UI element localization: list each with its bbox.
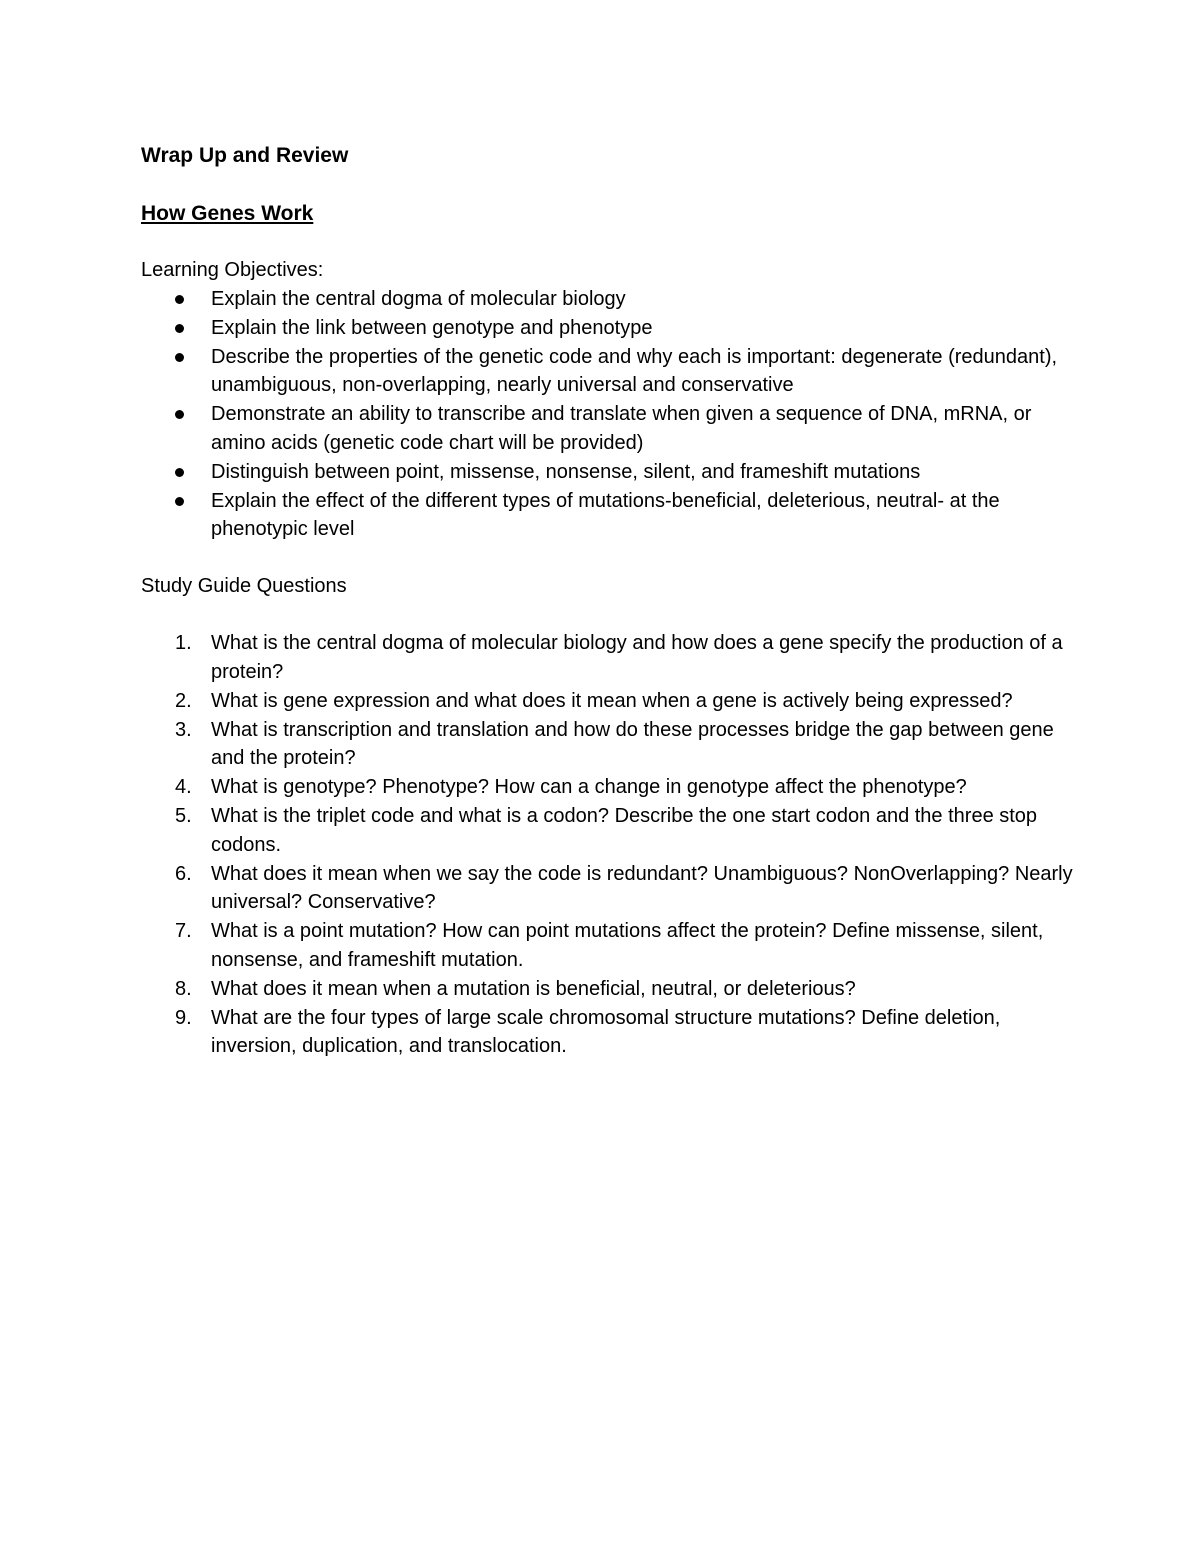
bullet-icon: [175, 410, 184, 419]
objective-item: [141, 285, 1081, 314]
objective-text: Distinguish between point, missense, nonsense, silent, and frameshift mutations: [211, 460, 921, 483]
question-number: 9.: [175, 1006, 192, 1029]
question-item: [141, 860, 1081, 918]
objective-item: [141, 400, 1081, 458]
question-text: What are the four types of large scale chromosomal structure mutations? Define deletion, inversion, duplication, and translocation.: [211, 1006, 1001, 1058]
question-number: 8.: [175, 977, 192, 1000]
question-item: [141, 975, 1081, 1004]
question-number: 7.: [175, 920, 192, 943]
question-number: 2.: [175, 689, 192, 712]
question-text: What is gene expression and what does it mean when a gene is actively being expressed?: [211, 689, 1013, 712]
objective-item: [141, 458, 1081, 487]
questions-list: [141, 629, 1081, 1061]
question-item: [141, 802, 1081, 860]
objective-text: Describe the properties of the genetic code and why each is important: degenerate (redundant), unambiguous, non-overlapping, nearly universal and conservative: [211, 345, 1058, 397]
question-text: What does it mean when a mutation is beneficial, neutral, or deleterious?: [211, 977, 856, 1000]
question-text: What is the central dogma of molecular biology and how does a gene specify the production of a protein?: [211, 632, 1063, 683]
question-number: 1.: [175, 632, 192, 655]
objective-item: [141, 487, 1081, 545]
question-number: 4.: [175, 776, 192, 799]
bullet-icon: [175, 295, 184, 304]
document-page: [141, 140, 1081, 1061]
question-item: [141, 687, 1081, 716]
objective-item: [141, 343, 1081, 401]
question-text: What is transcription and translation and how do these processes bridge the gap between gene and the protein?: [211, 718, 1054, 770]
question-number: 6.: [175, 862, 192, 885]
bullet-icon: [175, 353, 184, 362]
bullet-icon: [175, 497, 184, 506]
question-text: What does it mean when we say the code is redundant? Unambiguous? NonOverlapping? Nearly universal? Conservative?: [211, 862, 1073, 914]
question-item: [141, 1004, 1081, 1062]
objective-text: Demonstrate an ability to transcribe and translate when given a sequence of DNA, mRNA, or amino acids (genetic code chart will be provided): [211, 403, 1032, 454]
objective-text: Explain the central dogma of molecular biology: [211, 288, 626, 310]
question-text: What is the triplet code and what is a codon? Describe the one start codon and the three stop codons.: [211, 804, 1038, 856]
question-text: What is a point mutation? How can point mutations affect the protein? Define missense, silent, nonsense, and frameshift mutation.: [211, 920, 1044, 971]
question-item: [141, 629, 1081, 687]
question-text: What is genotype? Phenotype? How can a change in genotype affect the phenotype?: [211, 776, 967, 799]
question-item: [141, 917, 1081, 975]
objective-text: Explain the effect of the different types of mutations-beneficial, deleterious, neutral- at the phenotypic level: [211, 489, 1000, 541]
question-item: [141, 716, 1081, 774]
objectives-list: [141, 285, 1081, 544]
bullet-icon: [175, 324, 184, 333]
question-number: 5.: [175, 804, 192, 827]
section-title: How Genes Work: [141, 202, 314, 225]
question-number: 3.: [175, 718, 192, 741]
bullet-icon: [175, 468, 184, 477]
objective-text: Explain the link between genotype and phenotype: [211, 316, 653, 339]
objectives-label: Learning Objectives:: [141, 259, 324, 281]
questions-label: Study Guide Questions: [141, 575, 347, 598]
objective-item: [141, 314, 1081, 343]
question-item: [141, 773, 1081, 802]
document-title: Wrap Up and Review: [141, 144, 349, 167]
